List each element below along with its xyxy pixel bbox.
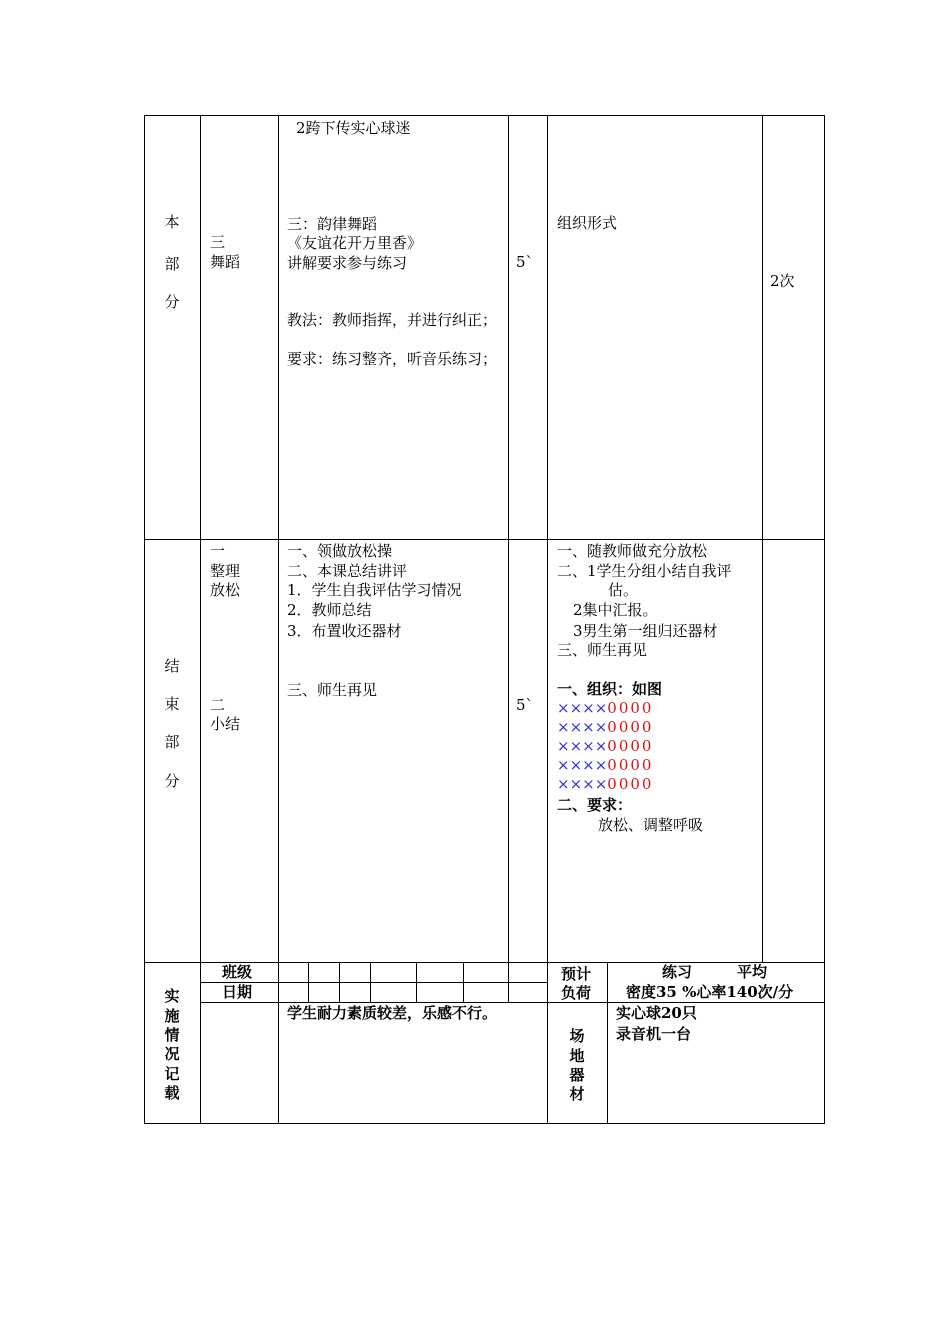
end-content-item: 2．教师总结	[287, 601, 372, 619]
load-text: 练习 平均	[662, 963, 768, 981]
formation-row	[557, 698, 653, 718]
equipment-item: 实心球20只	[616, 1004, 697, 1022]
formation-crosses: ××××	[557, 756, 608, 774]
date-label: 日期	[222, 983, 253, 1001]
formation-circles: 0000	[607, 775, 654, 793]
formation-circles: 0000	[607, 699, 654, 717]
load-text: 密度35 %心率140次/分	[626, 983, 794, 1001]
main-topic-name: 舞蹈	[210, 253, 241, 271]
end-topic-2-name: 小结	[210, 715, 241, 733]
label-char: 材	[569, 1085, 585, 1103]
requirement-text: 放松、调整呼吸	[598, 816, 704, 834]
label-char: 况	[164, 1045, 180, 1063]
dance-step: 讲解要求参与练习	[287, 254, 408, 272]
label-char: 束	[164, 695, 180, 713]
requirement-title: 二、要求：	[557, 796, 633, 814]
label-char: 器	[569, 1066, 585, 1084]
main-time: 5`	[516, 253, 534, 271]
load-label: 预计	[561, 965, 592, 983]
end-content-item: 一、领做放松操	[287, 542, 393, 560]
main-count: 2次	[770, 272, 795, 290]
end-org-item: 一、随教师做充分放松	[557, 542, 708, 560]
formation-title: 一、组织：如图	[557, 680, 663, 698]
formation-circles: 0000	[607, 718, 654, 736]
label-char: 结	[164, 657, 180, 675]
formation-circles: 0000	[607, 737, 654, 755]
teaching-requirement: 要求：练习整齐，听音乐练习；	[287, 350, 498, 368]
label-char: 分	[164, 293, 180, 311]
label-char: 载	[164, 1084, 180, 1102]
end-topic-1-name: 放松	[210, 581, 241, 599]
equipment-item: 录音机一台	[616, 1025, 692, 1043]
main-content-line: 2跨下传实心球迷	[296, 119, 411, 137]
dance-name: 《友谊花开万里香》	[287, 234, 423, 252]
end-topic-2-number: 二	[210, 696, 226, 714]
end-topic-1-name: 整理	[210, 562, 241, 580]
end-content-item: 二、本课总结讲评	[287, 562, 408, 580]
end-org-item: 2集中汇报。	[573, 601, 658, 619]
formation-row	[557, 736, 653, 756]
label-char: 部	[164, 733, 180, 751]
load-label: 负荷	[561, 984, 592, 1002]
formation-crosses: ××××	[557, 775, 608, 793]
label-char: 施	[164, 1007, 180, 1025]
formation-crosses: ××××	[557, 718, 608, 736]
end-topic-1-number: 一	[210, 542, 226, 560]
end-org-item: 3男生第一组归还器材	[573, 622, 718, 640]
label-char: 分	[164, 772, 180, 790]
formation-row	[557, 755, 653, 775]
label-char: 情	[164, 1026, 180, 1044]
label-char: 地	[569, 1047, 585, 1065]
class-label: 班级	[222, 963, 253, 981]
label-char: 场	[569, 1027, 585, 1045]
formation-row	[557, 774, 653, 794]
end-content-item: 3．布置收还器材	[287, 622, 402, 640]
end-content-item: 三、师生再见	[287, 681, 378, 699]
formation-crosses: ××××	[557, 737, 608, 755]
formation-crosses: ××××	[557, 699, 608, 717]
end-time: 5`	[516, 696, 534, 714]
dance-title: 三：韵律舞蹈	[287, 215, 378, 233]
formation-circles: 0000	[607, 756, 654, 774]
label-char: 记	[164, 1065, 180, 1083]
teaching-method: 教法：教师指挥，并进行纠正；	[287, 311, 498, 329]
main-organization: 组织形式	[557, 214, 618, 232]
formation-row	[557, 717, 653, 737]
label-char: 部	[164, 255, 180, 273]
end-org-item: 估。	[608, 581, 639, 599]
end-org-item: 三、师生再见	[557, 641, 648, 659]
label-char: 本	[164, 213, 180, 231]
end-org-item: 二、1学生分组小结自我评	[557, 562, 732, 580]
main-topic-number: 三	[210, 233, 226, 251]
label-char: 实	[164, 987, 180, 1005]
record-note: 学生耐力素质较差，乐感不行。	[287, 1004, 498, 1022]
end-content-item: 1．学生自我评估学习情况	[287, 581, 462, 599]
